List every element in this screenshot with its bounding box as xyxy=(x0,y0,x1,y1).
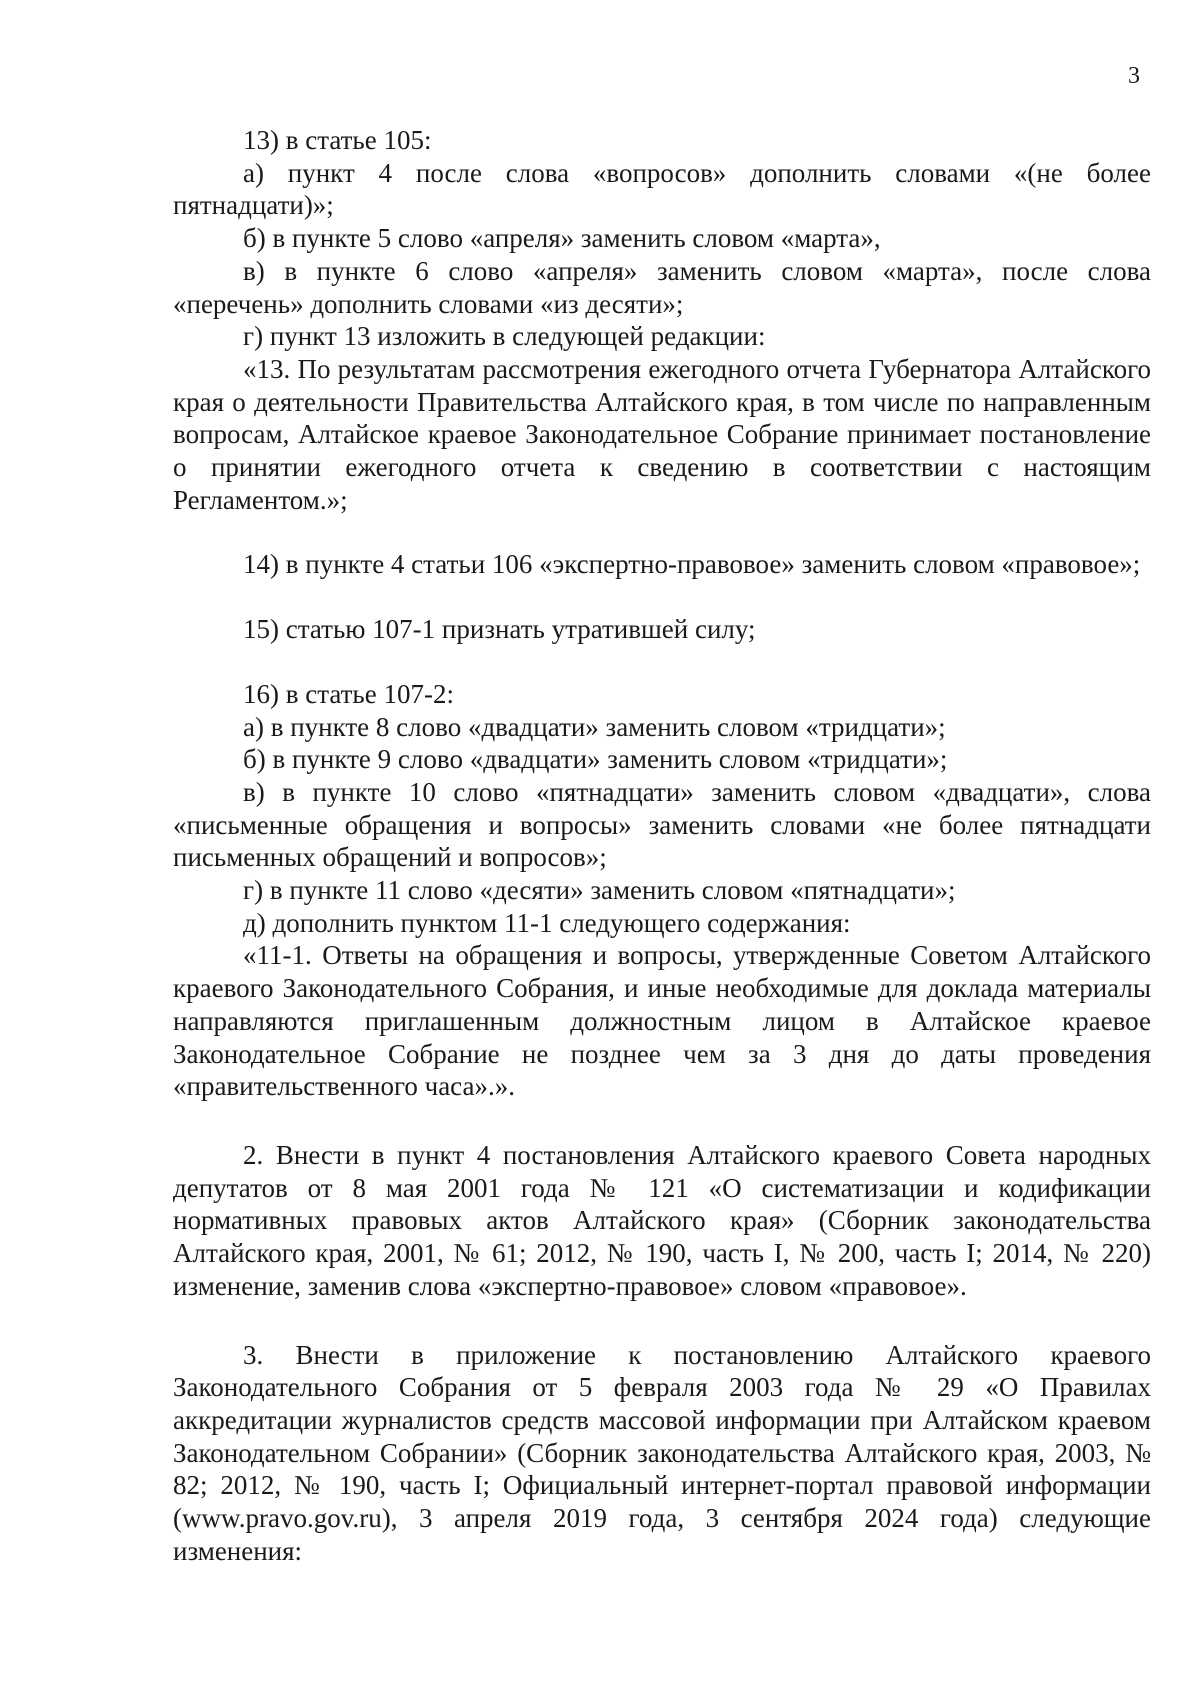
paragraph-13v: в) в пункте 6 слово «апреля» заменить словом «марта», после слова «перечень» дополнить словами «из десяти»; xyxy=(173,255,1151,319)
paragraph-16a: а) в пункте 8 слово «двадцати» заменить словом «тридцати»; xyxy=(243,711,946,742)
paragraph-13a: а) пункт 4 после слова «вопросов» дополнить словами «(не более пятнадцати)»; xyxy=(173,157,1151,221)
paragraph-15: 15) статью 107-1 признать утратившей силу; xyxy=(243,614,756,645)
paragraph-16: 16) в статье 107-2: xyxy=(243,678,454,709)
paragraph-16d: д) дополнить пунктом 11-1 следующего содержания: xyxy=(243,907,851,938)
paragraph-16-quote: «11-1. Ответы на обращения и вопросы, утвержденные Советом Алтайского краевого Законодательного Собрания, и иные необходимые для доклада материалы направляются приглашенным должностным лицом в Алтайское краевое Законодательное Собрание не позднее чем за 3 дня до даты проведения «правительственного часа».». xyxy=(173,940,1151,1102)
paragraph-13b: б) в пункте 5 слово «апреля» заменить словом «марта», xyxy=(243,223,881,254)
spacer xyxy=(173,1103,1151,1139)
paragraph-2: 2. Внести в пункт 4 постановления Алтайского краевого Совета народных депутатов от 8 мая 2001 года № 121 «О систематизации и кодификации нормативных правовых актов Алтайского края» (Сборник законодательства Алтайского края, 2001, № 61; 2012, № 190, часть I, № 200, часть I; 2014, № 220) изменение, заменив слова «экспертно-правовое» словом «правовое». xyxy=(173,1139,1151,1301)
spacer xyxy=(173,1303,1151,1339)
spacer xyxy=(173,516,1151,548)
paragraph-3: 3. Внести в приложение к постановлению Алтайского краевого Законодательного Собрания от 5 февраля 2003 года № 29 «О Правилах аккредитации журналистов средств массовой информации при Алтайском краевом Законодательном Собрании» (Сборник законодательства Алтайского края, 2003, № 82; 2012, № 190, часть I; Официальный интернет-портал правовой информации (www.pravo.gov.ru), 3 апреля 2019 года, 3 сентября 2024 года) следующие изменения: xyxy=(173,1339,1151,1566)
spacer xyxy=(173,581,1151,613)
paragraph-13g: г) пункт 13 изложить в следующей редакции: xyxy=(243,321,766,352)
paragraph-13-quote: «13. По результатам рассмотрения ежегодного отчета Губернатора Алтайского края о деятельности Правительства Алтайского края, в том числе по направленным вопросам, Алтайское краевое Законодательное Собрание принимает постановление о принятии ежегодного отчета к сведению в соответствии с настоящим Регламентом.»; xyxy=(173,353,1151,515)
paragraph-16g: г) в пункте 11 слово «десяти» заменить словом «пятнадцати»; xyxy=(243,875,956,906)
paragraph-14: 14) в пункте 4 статьи 106 «экспертно-правовое» заменить словом «правовое»; xyxy=(243,549,1141,580)
paragraph-16b: б) в пункте 9 слово «двадцати» заменить словом «тридцати»; xyxy=(243,744,948,775)
page-number: 3 xyxy=(1128,63,1140,89)
spacer xyxy=(173,646,1151,678)
paragraph-13: 13) в статье 105: xyxy=(243,125,432,155)
paragraph-16v: в) в пункте 10 слово «пятнадцати» заменить словом «двадцати», слова «письменные обращения и вопросы» заменить словами «не более пятнадцати письменных обращений и вопросов»; xyxy=(173,776,1151,873)
document-body xyxy=(173,124,1151,1567)
